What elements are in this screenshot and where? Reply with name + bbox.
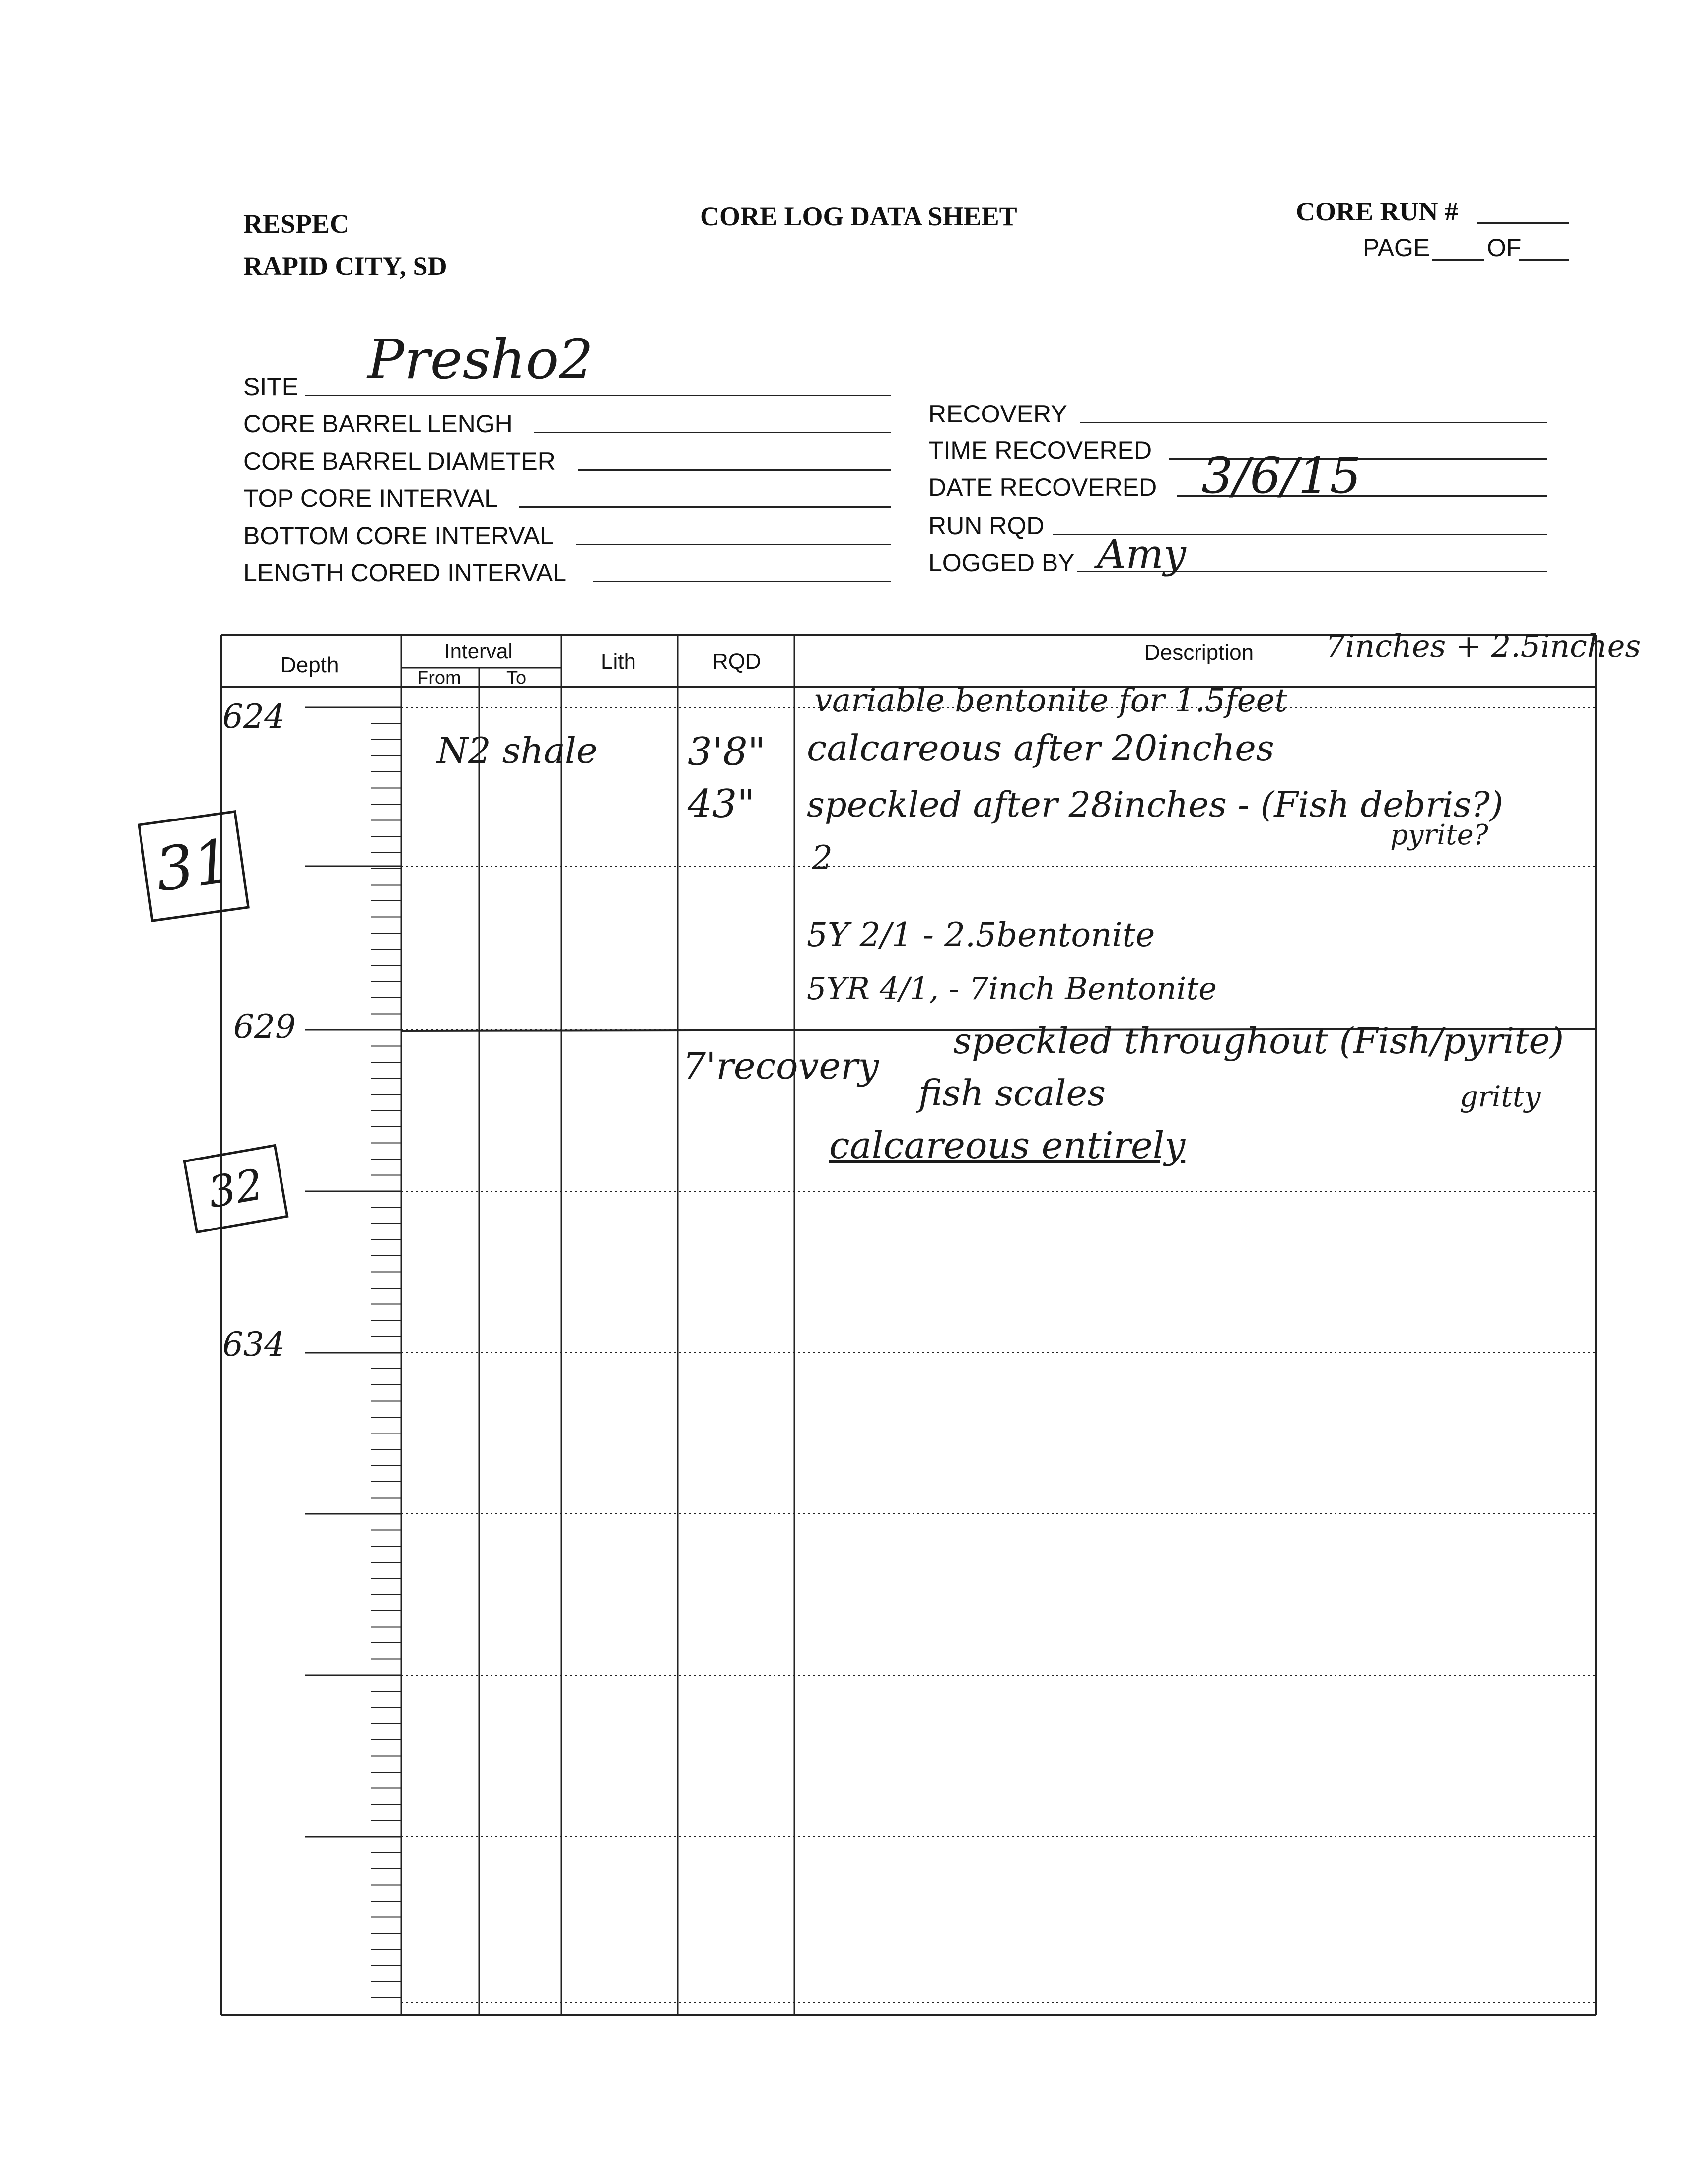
run-rqd-label: RUN RQD xyxy=(928,512,1045,540)
barrel-length-label: CORE BARREL LENGH xyxy=(243,410,513,438)
sample-box-31: 31 xyxy=(138,810,250,922)
date-recovered-label: DATE RECOVERED xyxy=(928,474,1157,501)
description-line-3b: pyrite? xyxy=(1390,819,1488,851)
description-line-8b: gritty xyxy=(1460,1080,1541,1113)
description-line-9: calcareous entirely xyxy=(829,1124,1186,1167)
col-to: To xyxy=(506,668,527,688)
recovery-label: RECOVERY xyxy=(928,400,1067,428)
col-rqd: RQD xyxy=(712,649,761,674)
rqd-entry-2: 7'recovery xyxy=(683,1045,879,1088)
rqd-entry-1b: 43" xyxy=(688,782,755,826)
page-label: PAGE xyxy=(1363,234,1430,262)
col-depth: Depth xyxy=(281,653,339,677)
depth-629: 629 xyxy=(233,1008,296,1046)
company-location: RAPID CITY, SD xyxy=(243,251,447,281)
site-label: SITE xyxy=(243,373,299,401)
company-name: RESPEC xyxy=(243,209,350,239)
description-line-3: speckled after 28inches - (Fish debris?) xyxy=(807,784,1504,825)
time-recovered-label: TIME RECOVERED xyxy=(928,436,1152,464)
date-recovered-value: 3/6/15 xyxy=(1201,447,1361,505)
barrel-diameter-label: CORE BARREL DIAMETER xyxy=(243,447,556,475)
description-note: 7inches + 2.5inches xyxy=(1326,628,1641,664)
bottom-interval-label: BOTTOM CORE INTERVAL xyxy=(243,522,554,549)
col-lith: Lith xyxy=(601,649,636,674)
of-label: OF xyxy=(1487,234,1522,262)
top-interval-label: TOP CORE INTERVAL xyxy=(243,484,498,512)
site-value: Presho2 xyxy=(367,328,594,391)
description-line-7: speckled throughout (Fish/pyrite) xyxy=(953,1020,1564,1062)
sample-box-32: 32 xyxy=(183,1144,288,1234)
logged-by-value: Amy xyxy=(1097,531,1186,577)
logged-by-label: LOGGED BY xyxy=(928,549,1075,577)
col-from: From xyxy=(417,668,461,688)
col-interval: Interval xyxy=(444,639,513,663)
description-line-2: calcareous after 20inches xyxy=(807,727,1274,769)
col-description: Description xyxy=(1144,640,1254,665)
description-line-8: fish scales xyxy=(918,1072,1106,1114)
length-cored-label: LENGTH CORED INTERVAL xyxy=(243,559,567,587)
description-line-5: 5Y 2/1 - 2.5bentonite xyxy=(807,916,1155,954)
lith-entry-1: N2 shale xyxy=(437,730,598,771)
description-line-1: variable bentonite for 1.5feet xyxy=(814,682,1288,719)
rqd-entry-1a: 3'8" xyxy=(688,730,766,774)
description-line-6: 5YR 4/1, - 7inch Bentonite xyxy=(807,970,1217,1007)
sheet-title: CORE LOG DATA SHEET xyxy=(700,202,1017,231)
description-line-4: 2 xyxy=(812,839,833,877)
core-run-label: CORE RUN # xyxy=(1296,197,1459,226)
depth-634: 634 xyxy=(222,1325,285,1364)
depth-624: 624 xyxy=(222,697,285,736)
